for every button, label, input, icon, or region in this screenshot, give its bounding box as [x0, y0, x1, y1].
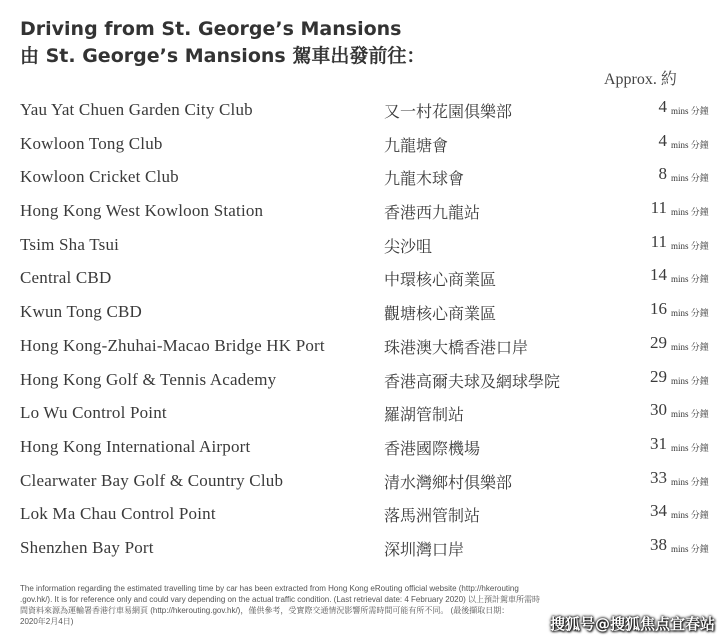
watermark: 搜狐号@搜狐焦点宜春站 — [549, 615, 715, 633]
travel-time-value: 31 — [650, 433, 667, 453]
table-row — [0, 96, 725, 130]
destination-name-english: Central CBD — [20, 268, 112, 288]
travel-time-unit: mins 分鐘 — [671, 476, 709, 487]
travel-time-unit: mins 分鐘 — [671, 510, 709, 521]
destination-name-english: Lok Ma Chau Control Point — [20, 504, 216, 524]
table-row — [0, 433, 725, 467]
destination-name-english: Lo Wu Control Point — [20, 403, 167, 423]
travel-time-unit: mins 分鐘 — [671, 442, 709, 453]
travel-time-unit: mins 分鐘 — [671, 308, 709, 319]
footnote-line: 2020年2月4日) — [20, 617, 74, 626]
destination-name-english: Tsim Sha Tsui — [20, 234, 120, 254]
travel-time-unit: mins 分鐘 — [671, 341, 709, 352]
travel-time-value: 34 — [650, 501, 667, 521]
table-row — [0, 298, 725, 332]
destination-name-chinese: 九龍塘會 — [384, 135, 449, 155]
destination-name-chinese: 又一村花園俱樂部 — [384, 102, 513, 121]
table-row — [0, 399, 725, 433]
travel-time-unit: mins 分鐘 — [671, 543, 709, 554]
travel-time-value: 33 — [650, 467, 667, 487]
destination-name-chinese: 中環核心商業區 — [384, 270, 497, 290]
travel-time-unit: mins 分鐘 — [671, 207, 709, 218]
footnote-line: .gov.hk/). It is for reference only and could vary depending on the actual traffic condition. (Last retrieval date: 4 February 2020) 以上預計駕車所需時 — [20, 595, 540, 604]
destination-name-english: Hong Kong Golf & Tennis Academy — [20, 369, 277, 389]
travel-time-value: 29 — [650, 366, 667, 386]
destination-name-chinese: 觀塘核心商業區 — [384, 304, 497, 324]
destination-name-english: Kwun Tong CBD — [20, 302, 142, 322]
travel-time-value: 16 — [650, 299, 667, 319]
travel-time-unit: mins 分鐘 — [671, 274, 709, 285]
destination-name-english: Kowloon Tong Club — [20, 133, 163, 153]
travel-time-value: 11 — [650, 231, 667, 251]
destination-name-english: Yau Yat Chuen Garden City Club — [20, 100, 253, 119]
destination-name-chinese: 尖沙咀 — [384, 236, 433, 256]
table-row — [0, 500, 725, 534]
destination-name-chinese: 珠港澳大橋香港口岸 — [384, 337, 529, 357]
destination-name-chinese: 香港西九龍站 — [384, 203, 481, 223]
table-row — [0, 467, 725, 501]
travel-time-value: 4 — [658, 97, 667, 116]
destination-name-english: Kowloon Cricket Club — [20, 167, 179, 187]
travel-time-unit: mins 分鐘 — [671, 409, 709, 420]
destination-name-chinese: 香港國際機場 — [384, 438, 481, 458]
destination-name-english: Clearwater Bay Golf & Country Club — [20, 470, 284, 490]
destination-name-chinese: 香港高爾夫球及網球學院 — [384, 371, 561, 391]
travel-time-value: 14 — [650, 265, 667, 285]
travel-time-unit: mins 分鐘 — [671, 139, 709, 150]
destination-name-english: Shenzhen Bay Port — [20, 537, 154, 557]
travel-time-unit: mins 分鐘 — [671, 173, 709, 184]
travel-time-value: 8 — [658, 164, 667, 184]
table-row — [0, 332, 725, 366]
destination-name-english: Hong Kong West Kowloon Station — [20, 201, 264, 221]
page-title-chinese: 由 St. George’s Mansions 駕車出發前往： — [20, 45, 426, 67]
approx-header: Approx. 約 — [604, 71, 677, 88]
destination-name-english: Hong Kong International Airport — [20, 436, 251, 456]
destination-name-chinese: 九龍木球會 — [384, 169, 465, 189]
table-row — [0, 366, 725, 400]
table-row — [0, 163, 725, 197]
table-row — [0, 534, 725, 568]
travel-time-value: 4 — [658, 130, 667, 150]
travel-time-value: 29 — [650, 332, 667, 352]
footnote-line: 間資料來源為運輸署香港行車易網頁 (http://hkerouting.gov.hk/)，僅供參考，受實際交通情況影響所需時間可能有所不同。 (最後擷取日期： — [20, 606, 510, 615]
travel-time-value: 11 — [650, 198, 667, 218]
page-title-english: Driving from St. George’s Mansions — [20, 18, 402, 40]
travel-time-unit: mins 分鐘 — [671, 375, 709, 386]
table-row — [0, 197, 725, 231]
destination-name-chinese: 深圳灣口岸 — [384, 539, 465, 559]
destination-name-chinese: 清水灣鄉村俱樂部 — [384, 472, 513, 492]
destination-list — [0, 96, 725, 568]
table-row — [0, 130, 725, 164]
travel-time-value: 38 — [650, 534, 667, 554]
travel-time-value: 30 — [650, 400, 667, 420]
table-row — [0, 264, 725, 298]
destination-name-chinese: 落馬洲管制站 — [384, 506, 481, 526]
destination-name-chinese: 羅湖管制站 — [384, 405, 465, 425]
footnote-line: The information regarding the estimated travelling time by car has been extracted from Hong Kong eRouting official website (http://hkerouting — [20, 584, 519, 593]
table-row — [0, 231, 725, 265]
travel-time-unit: mins 分鐘 — [671, 106, 709, 116]
travel-time-unit: mins 分鐘 — [671, 240, 709, 251]
destination-name-english: Hong Kong-Zhuhai-Macao Bridge HK Port — [20, 335, 325, 355]
